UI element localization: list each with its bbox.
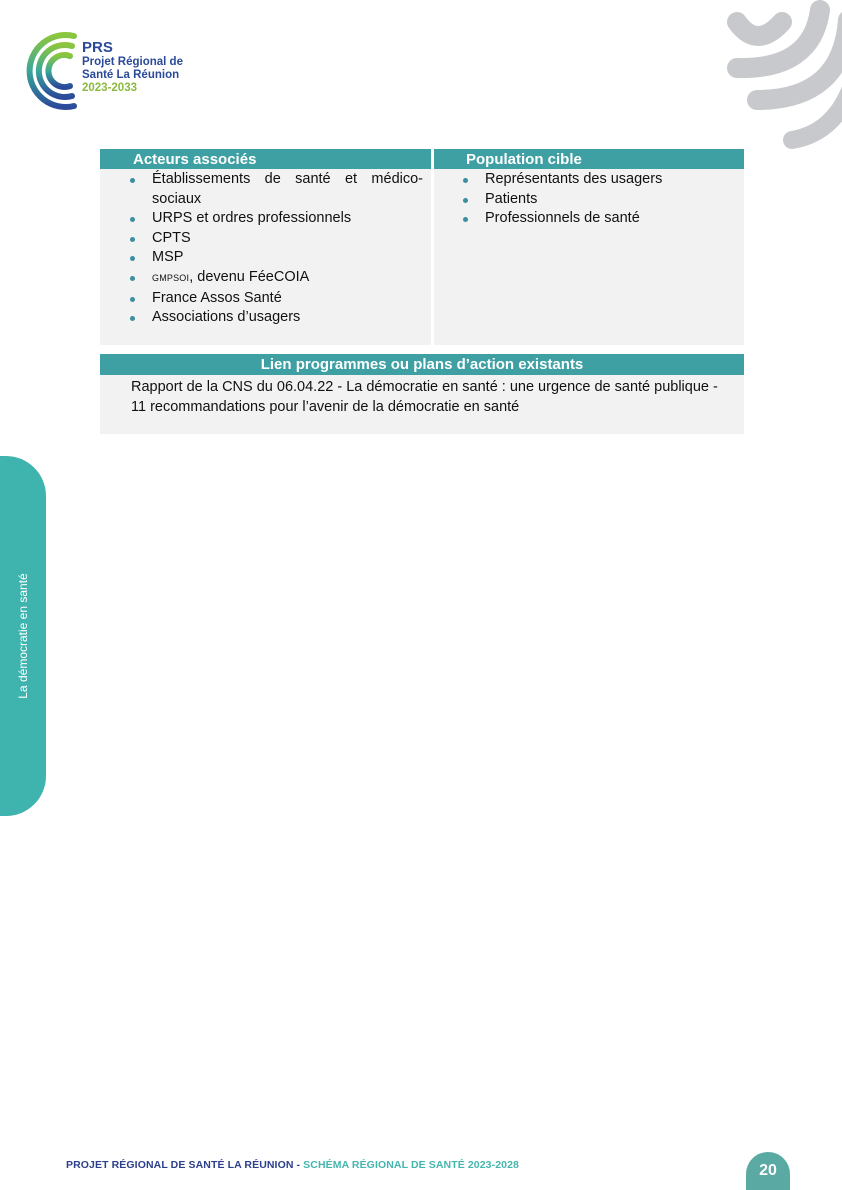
section-side-tab xyxy=(0,456,46,816)
page-footer xyxy=(66,1159,519,1171)
population-cible-header: Population cible xyxy=(434,149,744,169)
section-side-tab-label: La démocratie en santé xyxy=(16,573,30,699)
list-item: Associations d’usagers xyxy=(100,308,423,328)
list-item xyxy=(100,268,423,289)
lien-programmes-cell xyxy=(100,354,744,434)
list-item: MSP xyxy=(100,248,423,268)
footer-project-title: PROJET RÉGIONAL DE SANTÉ LA RÉUNION xyxy=(66,1159,294,1171)
population-list xyxy=(434,169,744,237)
footer-separator: - xyxy=(293,1159,304,1171)
logo-years: 2023-2033 xyxy=(82,82,137,94)
logo-line2: Santé La Réunion xyxy=(82,69,180,81)
list-item: Représentants des usagers xyxy=(434,170,736,190)
page-number: 20 xyxy=(746,1152,790,1190)
list-item: Établissements de santé et médico-sociaux xyxy=(100,170,423,209)
gmpsoi-rest: , devenu FéeCOIA xyxy=(189,268,310,285)
prs-arcs-icon xyxy=(24,30,82,112)
acteurs-associes-header: Acteurs associés xyxy=(100,149,431,169)
acteurs-list xyxy=(100,169,431,336)
lien-programmes-text: Rapport de la CNS du 06.04.22 - La démocratie en santé : une urgence de santé publique - 11 recommandations pour l’avenir de la démocratie en santé xyxy=(131,379,718,415)
list-item: France Assos Santé xyxy=(100,289,423,309)
logo-acronym: PRS xyxy=(82,39,113,56)
info-table xyxy=(100,149,744,434)
gmpsoi-smallcaps: GMPSOI xyxy=(152,272,190,283)
list-item: Patients xyxy=(434,190,736,210)
acteurs-associes-cell xyxy=(100,149,431,345)
list-item: URPS et ordres professionnels xyxy=(100,209,423,229)
lien-programmes-header: Lien programmes ou plans d’action existants xyxy=(100,354,744,375)
footer-schema-title: SCHÉMA RÉGIONAL DE SANTÉ 2023-2028 xyxy=(303,1159,519,1171)
logo-line1: Projet Régional de xyxy=(82,56,183,68)
prs-logo xyxy=(24,30,204,112)
list-item: Professionnels de santé xyxy=(434,209,736,229)
population-cible-cell xyxy=(434,149,744,345)
decorative-arcs-icon xyxy=(702,0,842,160)
list-item: CPTS xyxy=(100,229,423,249)
